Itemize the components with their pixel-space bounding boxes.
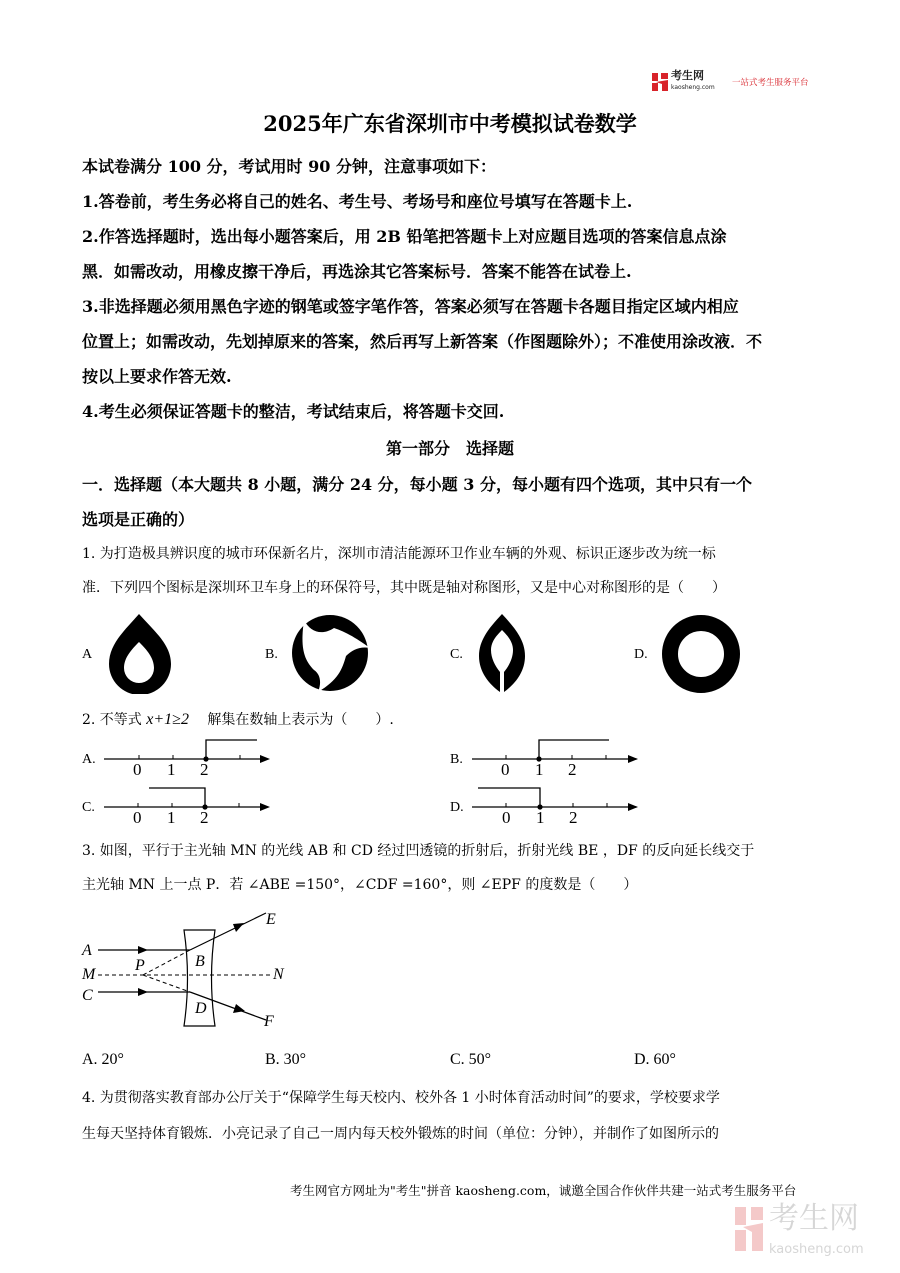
watermark-name: 考生网 bbox=[769, 1201, 859, 1236]
section-heading-line2: 选项是正确的） bbox=[82, 510, 195, 529]
q2-option-b-label: B. bbox=[450, 752, 463, 767]
exam-intro: 本试卷满分 100 分，考试用时 90 分钟，注意事项如下： bbox=[82, 157, 496, 176]
q3-label-a: A bbox=[82, 942, 92, 959]
q3-label-n: N bbox=[273, 966, 284, 983]
note-3-line2: 位置上；如需改动，先划掉原来的答案，然后再写上新答案（作图题除外）；不准使用涂改液．不 bbox=[82, 332, 763, 351]
note-4: 4.考生必须保证答题卡的整洁，考试结束后，将答题卡交回. bbox=[82, 402, 505, 421]
q2-b-tick-2: 2 bbox=[568, 760, 577, 779]
q4-text-line1: 4. 为贯彻落实教育部办公厅关于“保障学生每天校内、校外各 1 小时体育活动时间”的要求，学校要求学 bbox=[82, 1090, 720, 1106]
q3-option-c: C. 50° bbox=[450, 1051, 492, 1068]
q2-suffix: 解集在数轴上表示为（ ）. bbox=[193, 712, 394, 728]
q3-label-m: M bbox=[82, 966, 96, 983]
q2-inequality: x+1≥2 bbox=[146, 711, 189, 728]
page-title: 2025年广东省深圳市中考模拟试卷数学 bbox=[263, 111, 637, 136]
q3-label-e: E bbox=[266, 911, 276, 928]
part-title: 第一部分 选择题 bbox=[385, 439, 514, 458]
q2-b-tick-1: 1 bbox=[535, 760, 544, 779]
q2-option-d-label: D. bbox=[450, 800, 464, 815]
logo-domain: kaosheng.com bbox=[671, 84, 715, 91]
q2-a-tick-0: 0 bbox=[133, 760, 142, 779]
q2-c-tick-0: 0 bbox=[133, 808, 142, 827]
q2-c-tick-2: 2 bbox=[200, 808, 209, 827]
q2-c-tick-1: 1 bbox=[167, 808, 176, 827]
watermark-domain: kaosheng.com bbox=[769, 1242, 864, 1257]
note-3-line3: 按以上要求作答无效. bbox=[82, 367, 232, 386]
q2-d-tick-2: 2 bbox=[569, 808, 578, 827]
note-3-line1: 3.非选择题必须用黑色字迹的钢笔或签字笔作答，答案必须写在答题卡各题目指定区域内相应 bbox=[82, 297, 739, 316]
q2-option-d-number-line bbox=[468, 784, 643, 827]
q2-option-b-number-line bbox=[468, 736, 643, 779]
q3-text-line2: 主光轴 MN 上一点 P．若 ∠ABE =150°，∠CDF =160°，则 ∠EPF 的度数是（ ） bbox=[82, 877, 638, 893]
q2-d-tick-1: 1 bbox=[536, 808, 545, 827]
logo-name: 考生网 bbox=[671, 69, 704, 82]
note-1: 1.答卷前，考生务必将自己的姓名、考生号、考场号和座位号填写在答题卡上. bbox=[82, 192, 633, 211]
q2-a-tick-2: 2 bbox=[200, 760, 209, 779]
q2-text bbox=[82, 712, 394, 728]
q3-label-p: P bbox=[135, 957, 145, 974]
q2-option-c-label: C. bbox=[82, 800, 95, 815]
q1-option-d-label: D. bbox=[634, 647, 648, 662]
q2-a-tick-1: 1 bbox=[167, 760, 176, 779]
note-2-line2: 黑．如需改动，用橡皮擦干净后，再选涂其它答案标号．答案不能答在试卷上. bbox=[82, 262, 632, 281]
q1-option-d-ring-icon bbox=[660, 614, 742, 694]
header-logo bbox=[652, 70, 822, 96]
q1-text-line2: 准．下列四个图标是深圳环卫车身上的环保符号，其中既是轴对称图形，又是中心对称图形的是（ ） bbox=[82, 580, 726, 596]
q3-label-f: F bbox=[264, 1013, 274, 1030]
q1-option-c-leaf-icon bbox=[475, 614, 529, 694]
q3-option-b: B. 30° bbox=[265, 1051, 307, 1068]
q2-b-tick-0: 0 bbox=[501, 760, 510, 779]
q1-option-b-triskelion-icon bbox=[290, 612, 370, 694]
section-heading-line1: 一．选择题（本大题共 8 小题，满分 24 分，每小题 3 分，每小题有四个选项，其中只有一个 bbox=[82, 475, 752, 494]
q4-text-line2: 生每天坚持体育锻炼．小亮记录了自己一周内每天校外锻炼的时间（单位：分钟），并制作了如图所示的 bbox=[82, 1126, 719, 1142]
q2-option-a-number-line bbox=[100, 736, 275, 779]
note-2-line1: 2.作答选择题时，选出每小题答案后，用 2B 铅笔把答题卡上对应题目选项的答案信息点涂 bbox=[82, 227, 727, 246]
q2-d-tick-0: 0 bbox=[502, 808, 511, 827]
q3-option-a: A. 20° bbox=[82, 1051, 124, 1068]
q2-option-a-label: A. bbox=[82, 752, 96, 767]
q3-option-d: D. 60° bbox=[634, 1051, 676, 1068]
q2-option-c-number-line bbox=[100, 784, 275, 827]
page-footer: 考生网官方网址为"考生"拼音 kaosheng.com，诚邀全国合作伙伴共建一站式考生服务平台 bbox=[290, 1183, 797, 1198]
q3-label-b: B bbox=[195, 953, 205, 970]
watermark-logo bbox=[735, 1203, 900, 1271]
kaosheng-logo-icon bbox=[652, 73, 668, 91]
q1-option-c-label: C. bbox=[450, 647, 463, 662]
watermark-logo-icon bbox=[735, 1207, 763, 1251]
q1-option-a-label: A bbox=[82, 647, 93, 662]
q3-label-d: D bbox=[195, 1000, 207, 1017]
q1-text-line1: 1. 为打造极具辨识度的城市环保新名片，深圳市清洁能源环卫作业车辆的外观、标识正逐步改为统一标 bbox=[82, 546, 716, 562]
q2-prefix: 2. 不等式 bbox=[82, 712, 142, 728]
q1-option-b-label: B. bbox=[265, 647, 278, 662]
header-slogan: 一站式考生服务平台 bbox=[732, 78, 809, 88]
q3-label-c: C bbox=[82, 987, 93, 1004]
q1-option-a-drop-icon bbox=[105, 614, 175, 694]
q3-text-line1: 3. 如图，平行于主光轴 MN 的光线 AB 和 CD 经过凹透镜的折射后，折射光线 BE ，DF 的反向延长线交于 bbox=[82, 843, 755, 859]
